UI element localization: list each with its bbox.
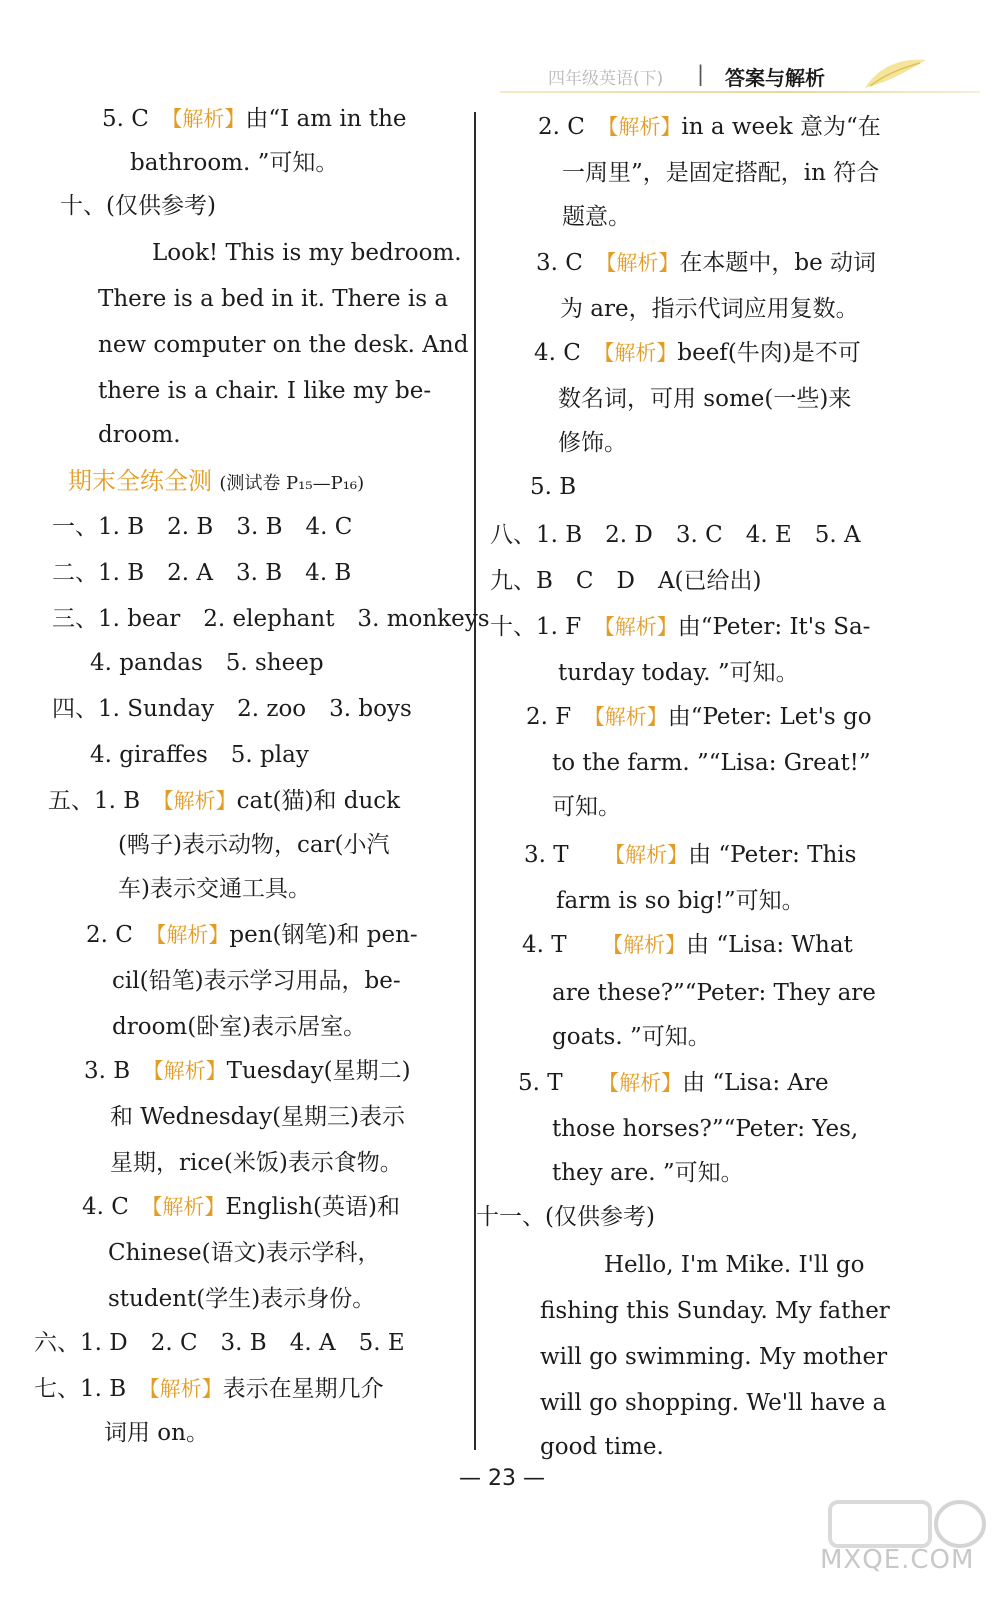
analysis-tag: 【解析】 <box>605 251 680 275</box>
header-separator: | <box>697 62 705 86</box>
analysis-tag: 【解析】 <box>151 1195 226 1219</box>
section-heading: 十、(仅供参考) <box>60 193 216 219</box>
essay-line: fishing this Sunday. My father <box>540 1298 890 1324</box>
page-header <box>500 58 980 98</box>
answer-line: farm is so big!”可知。 <box>556 888 805 914</box>
answer-line: 六、1. D 2. C 3. B 4. A 5. E <box>34 1330 405 1356</box>
answer-line: to the farm. ”“Lisa: Great!” <box>552 750 871 776</box>
section-heading: 十一、(仅供参考) <box>476 1204 655 1230</box>
answer-line: turday today. ”可知。 <box>558 660 799 686</box>
page-number: — 23 — <box>459 1466 545 1491</box>
answer-line: 修饰。 <box>558 430 627 456</box>
analysis-tag: 【解析】 <box>594 705 668 729</box>
answer-line: 三、1. bear 2. elephant 3. monkeys <box>52 606 490 632</box>
answer-line: 一周里”，是固定搭配，in 符合 <box>562 160 880 186</box>
answer-line: 3. C 【解析】在本题中，be 动词 <box>536 250 877 276</box>
answer-line: are these?”“Peter: They are <box>552 980 876 1006</box>
analysis-tag: 【解析】 <box>607 115 682 139</box>
answer-line: 题意。 <box>562 204 631 230</box>
analysis-tag: 【解析】 <box>612 933 687 957</box>
analysis-tag: 【解析】 <box>608 1071 683 1095</box>
header-rule <box>500 91 980 93</box>
answer-line: 5. T 【解析】由 “Lisa: Are <box>518 1070 829 1096</box>
analysis-tag: 【解析】 <box>603 341 678 365</box>
answer-line: 十、1. F 【解析】由“Peter: It's Sa- <box>490 614 871 640</box>
answer-line: 四、1. Sunday 2. zoo 3. boys <box>52 696 412 722</box>
essay-line: will go swimming. My mother <box>540 1344 888 1370</box>
answer-line: 3. B 【解析】Tuesday(星期二) <box>84 1058 411 1084</box>
answer-line: 2. C 【解析】pen(钢笔)和 pen- <box>86 922 418 948</box>
analysis-tag: 【解析】 <box>614 843 689 867</box>
answer-line: 数名词，可用 some(一些)来 <box>558 386 852 412</box>
analysis-tag: 【解析】 <box>149 1377 223 1401</box>
essay-line: Look! This is my bedroom. <box>152 240 462 266</box>
column-divider <box>474 112 476 1450</box>
answer-line: 2. C 【解析】in a week 意为“在 <box>538 114 881 140</box>
answer-line: 星期，rice(米饭)表示食物。 <box>110 1150 403 1176</box>
answer-line: 为 are，指示代词应用复数。 <box>560 296 859 322</box>
analysis-tag: 【解析】 <box>163 789 237 813</box>
analysis-tag: 【解析】 <box>153 1059 227 1083</box>
leaf-decoration-icon <box>860 54 930 94</box>
essay-line: new computer on the desk. And <box>98 332 469 358</box>
answer-line: 九、B C D A(已给出) <box>490 568 762 594</box>
answer-line: 词用 on。 <box>104 1420 209 1446</box>
answer-line: bathroom. ”可知。 <box>130 150 339 176</box>
answer-line: 4. C 【解析】English(英语)和 <box>82 1194 400 1220</box>
essay-line: good time. <box>540 1434 664 1460</box>
header-section-title: 答案与解析 <box>725 66 825 90</box>
answer-line: 4. giraffes 5. play <box>90 742 309 768</box>
header-book-title: 四年级英语(下) <box>548 69 664 89</box>
essay-line: droom. <box>98 422 181 448</box>
answer-line: cil(铅笔)表示学习用品，be- <box>112 968 401 994</box>
answer-line: 和 Wednesday(星期三)表示 <box>110 1104 406 1130</box>
section-title: 期末全练全测 (测试卷 P₁₅—P₁₆) <box>68 467 365 495</box>
answer-line: 5. C 【解析】由“I am in the <box>102 106 407 132</box>
answer-line: 5. B <box>530 474 577 500</box>
answer-line: student(学生)表示身份。 <box>108 1286 376 1312</box>
answer-line: droom(卧室)表示居室。 <box>112 1014 367 1040</box>
answer-line: 二、1. B 2. A 3. B 4. B <box>52 560 352 586</box>
answer-line: Chinese(语文)表示学科， <box>108 1240 381 1266</box>
answer-line: 4. C 【解析】beef(牛肉)是不可 <box>534 340 861 366</box>
answer-line: 可知。 <box>552 794 621 820</box>
watermark-logo-icon <box>820 1492 990 1592</box>
answer-line: 五、1. B 【解析】cat(猫)和 duck <box>48 788 401 814</box>
answer-line: 3. T 【解析】由 “Peter: This <box>524 842 857 868</box>
essay-line: will go shopping. We'll have a <box>540 1390 887 1416</box>
section-subtitle: (测试卷 P₁₅—P₁₆) <box>219 473 365 494</box>
answer-line: (鸭子)表示动物，car(小汽 <box>118 832 390 858</box>
answer-line: 2. F 【解析】由“Peter: Let's go <box>526 704 872 730</box>
answer-line: goats. ”可知。 <box>552 1024 711 1050</box>
analysis-tag: 【解析】 <box>155 923 230 947</box>
essay-line: There is a bed in it. There is a <box>98 286 449 312</box>
answer-line: 4. T 【解析】由 “Lisa: What <box>522 932 853 958</box>
answer-line: 八、1. B 2. D 3. C 4. E 5. A <box>490 522 861 548</box>
answer-line: they are. ”可知。 <box>552 1160 744 1186</box>
answer-line: 一、1. B 2. B 3. B 4. C <box>52 514 353 540</box>
answer-line: 车)表示交通工具。 <box>118 876 311 902</box>
answer-line: 4. pandas 5. sheep <box>90 650 324 676</box>
analysis-tag: 【解析】 <box>171 107 246 131</box>
answer-line: those horses?”“Peter: Yes, <box>552 1116 859 1142</box>
watermark-text: MXQE.COM <box>820 1545 975 1575</box>
analysis-tag: 【解析】 <box>604 615 678 639</box>
essay-line: there is a chair. I like my be- <box>98 378 432 404</box>
answer-line: 七、1. B 【解析】表示在星期几介 <box>34 1376 384 1402</box>
essay-line: Hello, I'm Mike. I'll go <box>604 1252 865 1278</box>
